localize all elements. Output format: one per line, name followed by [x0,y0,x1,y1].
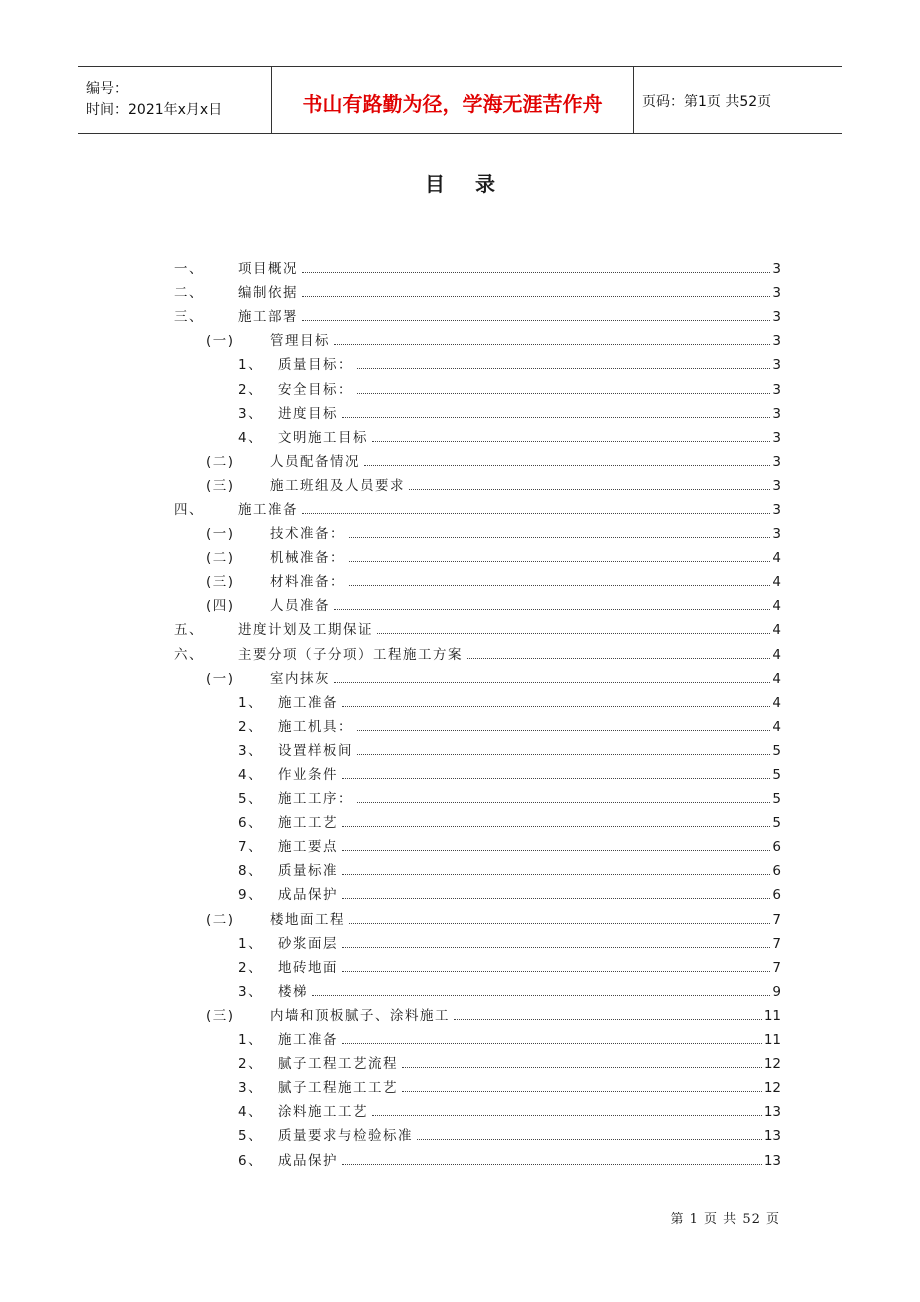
toc-dot-leader [342,417,770,418]
toc-entry-page: 6 [772,863,781,880]
toc-entry[interactable] [0,472,920,496]
toc-entry-page: 3 [772,309,781,326]
toc-entry-number: 五、 [174,622,204,639]
toc-entry-page: 6 [772,887,781,904]
toc-entry-label: 施工准备 [278,1028,340,1048]
toc-dot-leader [349,561,770,562]
toc-entry[interactable] [0,568,920,592]
toc-dot-leader [334,609,770,610]
toc-entry[interactable] [0,1050,920,1074]
toc-entry-number: 3、 [238,405,264,422]
toc-entry[interactable] [0,1074,920,1098]
toc-entry[interactable] [0,592,920,616]
toc-entry[interactable] [0,520,920,544]
page-label: 页码：第1页 共52页 [642,94,772,110]
page-footer: 第 1 页 共 52 页 [670,1212,780,1227]
header-page-info [634,67,842,133]
toc-entry-body [278,980,781,1000]
toc-entry-number: (二) [206,550,235,567]
toc-dot-leader [302,272,770,273]
toc-entry-number: 二、 [174,285,204,302]
motto-text: 书山有路勤为径，学海无涯苦作舟 [302,91,603,116]
toc-entry-number: 9、 [238,887,264,904]
toc-entry-page: 3 [772,285,781,302]
toc-entry-number: (一) [206,333,235,350]
toc-entry-label: 施工准备 [238,498,300,518]
toc-entry[interactable] [0,689,920,713]
toc-entry-label: 施工机具： [278,715,355,735]
page-title: 目录 [425,172,525,196]
toc-entry-body [270,522,781,542]
toc-entry-body [278,739,781,759]
toc-dot-leader [357,730,770,731]
toc-entry-body [278,883,781,903]
toc-entry-label: 腻子工程施工工艺 [278,1076,400,1096]
toc-entry-page: 4 [772,718,781,735]
toc-entry-page: 5 [772,742,781,759]
toc-entry-number: 3、 [238,1080,264,1097]
toc-dot-leader [417,1139,762,1140]
toc-entry-number: (一) [206,526,235,543]
toc-entry-body [238,618,781,638]
toc-entry-number: 1、 [238,357,264,374]
toc-entry-body [278,763,781,783]
toc-entry-body [278,859,781,879]
toc-entry-body [238,281,781,301]
toc-entry-label: 质量标准 [278,859,340,879]
toc-entry-label: 管理目标 [270,329,332,349]
toc-entry[interactable] [0,544,920,568]
toc-entry-body [278,1076,781,1096]
toc-dot-leader [342,874,770,875]
toc-entry-label: 人员准备 [270,594,332,614]
toc-entry-label: 进度计划及工期保证 [238,618,375,638]
toc-entry-number: 4、 [238,767,264,784]
toc-entry-body [278,402,781,422]
toc-entry-page: 13 [763,1152,781,1169]
toc-entry-number: 2、 [238,381,264,398]
toc-entry[interactable] [0,1146,920,1170]
toc-entry-number: 1、 [238,1032,264,1049]
toc-entry-page: 11 [763,1007,781,1024]
toc-entry-number: 2、 [238,1056,264,1073]
toc-dot-leader [342,706,770,707]
page-header [78,66,842,134]
toc-entry-label: 施工部署 [238,305,300,325]
toc-entry[interactable] [0,833,920,857]
toc-entry-label: 成品保护 [278,1149,340,1169]
toc-entry-number: 1、 [238,935,264,952]
toc-dot-leader [302,320,770,321]
toc-dot-leader [467,658,770,659]
toc-entry-number: 5、 [238,1128,264,1145]
toc-dot-leader [402,1067,762,1068]
toc-entry-body [238,643,781,663]
toc-entry[interactable] [0,1002,920,1026]
toc-entry-body [278,691,781,711]
header-motto [272,67,634,133]
toc-entry-body [278,715,781,735]
toc-dot-leader [342,947,770,948]
toc-entry-label: 室内抹灰 [270,667,332,687]
toc-entry-body [278,378,781,398]
toc-entry-number: 六、 [174,646,204,663]
toc-entry[interactable] [0,303,920,327]
toc-entry-label: 主要分项（子分项）工程施工方案 [238,643,465,663]
toc-dot-leader [349,585,770,586]
toc-entry-number: 3、 [238,983,264,1000]
toc-dot-leader [342,898,770,899]
toc-entry-page: 3 [772,477,781,494]
toc-entry-number: (一) [206,670,235,687]
toc-entry-label: 安全目标： [278,378,355,398]
toc-entry[interactable] [0,1098,920,1122]
toc-entry[interactable] [0,665,920,689]
toc-entry-page: 3 [772,501,781,518]
toc-dot-leader [357,393,770,394]
toc-entry-body [278,1124,781,1144]
toc-entry-body [278,1052,781,1072]
toc-entry-page: 4 [772,550,781,567]
toc-dot-leader [454,1019,762,1020]
toc-entry[interactable] [0,785,920,809]
toc-entry-page: 4 [772,670,781,687]
toc-dot-leader [334,682,770,683]
toc-entry-page: 12 [763,1080,781,1097]
toc-entry-body [278,1028,781,1048]
toc-entry-body [238,305,781,325]
toc-entry-label: 作业条件 [278,763,340,783]
toc-dot-leader [342,971,770,972]
toc-entry-number: 2、 [238,718,264,735]
toc-dot-leader [302,513,770,514]
table-of-contents [0,255,920,1171]
time-label: 时间：2021年x月x日 [86,102,223,118]
toc-entry[interactable] [0,906,920,930]
toc-entry-number: 2、 [238,959,264,976]
toc-entry[interactable] [0,351,920,375]
toc-dot-leader [372,1115,762,1116]
toc-entry-label: 砂浆面层 [278,932,340,952]
toc-entry-label: 内墙和顶板腻子、涂料施工 [270,1004,452,1024]
toc-entry-number: 三、 [174,309,204,326]
toc-entry-label: 文明施工目标 [278,426,370,446]
toc-entry-label: 质量要求与检验标准 [278,1124,415,1144]
toc-entry-body [278,811,781,831]
toc-entry[interactable] [0,641,920,665]
toc-entry-label: 涂料施工工艺 [278,1100,370,1120]
toc-dot-leader [342,1164,762,1165]
toc-entry-label: 施工要点 [278,835,340,855]
toc-entry-body [278,1100,781,1120]
toc-dot-leader [312,995,770,996]
toc-entry-page: 7 [772,911,781,928]
toc-entry[interactable] [0,496,920,520]
toc-entry-number: (三) [206,477,235,494]
toc-entry-number: 6、 [238,815,264,832]
toc-entry-page: 13 [763,1128,781,1145]
toc-entry[interactable] [0,809,920,833]
toc-entry-body [270,594,781,614]
toc-entry[interactable] [0,279,920,303]
toc-dot-leader [349,923,770,924]
toc-entry-page: 4 [772,574,781,591]
toc-entry-body [270,570,781,590]
toc-entry-page: 3 [772,453,781,470]
toc-dot-leader [357,802,770,803]
toc-dot-leader [342,778,770,779]
toc-dot-leader [357,368,770,369]
toc-entry-number: 1、 [238,694,264,711]
toc-entry-label: 施工工序： [278,787,355,807]
toc-dot-leader [364,465,770,466]
toc-entry-page: 3 [772,357,781,374]
toc-entry-page: 6 [772,839,781,856]
toc-entry-page: 3 [772,333,781,350]
toc-entry-number: (四) [206,598,235,615]
toc-dot-leader [409,489,770,490]
toc-entry[interactable] [0,930,920,954]
toc-entry-page: 7 [772,959,781,976]
toc-entry-number: (二) [206,911,235,928]
toc-dot-leader [357,754,770,755]
toc-entry-label: 技术准备： [270,522,347,542]
toc-entry-label: 成品保护 [278,883,340,903]
toc-entry[interactable] [0,327,920,351]
toc-entry-body [278,835,781,855]
toc-entry-page: 4 [772,646,781,663]
toc-dot-leader [342,850,770,851]
toc-entry-label: 材料准备： [270,570,347,590]
toc-entry-page: 3 [772,261,781,278]
toc-entry-number: 四、 [174,501,204,518]
toc-entry-label: 楼梯 [278,980,310,1000]
toc-entry-label: 编制依据 [238,281,300,301]
toc-entry-page: 11 [763,1032,781,1049]
toc-entry-body [278,956,781,976]
toc-entry-body [270,329,781,349]
code-label: 编号： [86,81,128,97]
toc-entry-label: 进度目标 [278,402,340,422]
toc-dot-leader [349,537,770,538]
toc-entry-body [270,667,781,687]
toc-entry-body [270,450,781,470]
toc-entry-page: 12 [763,1056,781,1073]
toc-entry[interactable] [0,1026,920,1050]
toc-entry-body [270,1004,781,1024]
toc-entry-body [278,353,781,373]
toc-entry-page: 5 [772,767,781,784]
toc-entry-label: 楼地面工程 [270,908,347,928]
toc-entry-page: 4 [772,598,781,615]
toc-entry[interactable] [0,978,920,1002]
toc-entry-number: 7、 [238,839,264,856]
header-meta [78,67,272,133]
toc-entry-page: 4 [772,694,781,711]
toc-entry[interactable] [0,424,920,448]
toc-entry-label: 人员配备情况 [270,450,362,470]
toc-entry-number: (三) [206,1007,235,1024]
toc-entry-body [270,474,781,494]
toc-entry-label: 施工准备 [278,691,340,711]
toc-entry-page: 5 [772,815,781,832]
toc-entry-body [278,787,781,807]
toc-entry-page: 3 [772,429,781,446]
toc-dot-leader [377,633,770,634]
toc-entry-page: 7 [772,935,781,952]
toc-entry[interactable] [0,713,920,737]
toc-dot-leader [302,296,770,297]
toc-entry[interactable] [0,448,920,472]
toc-entry[interactable] [0,857,920,881]
toc-entry-body [278,426,781,446]
toc-dot-leader [402,1091,762,1092]
toc-entry-body [238,257,781,277]
toc-entry[interactable] [0,954,920,978]
toc-entry-number: 5、 [238,791,264,808]
toc-entry-label: 项目概况 [238,257,300,277]
toc-entry-label: 腻子工程工艺流程 [278,1052,400,1072]
toc-entry-number: 8、 [238,863,264,880]
toc-entry-body [270,908,781,928]
toc-entry-page: 3 [772,526,781,543]
toc-entry-number: 3、 [238,742,264,759]
toc-entry-number: 一、 [174,261,204,278]
toc-entry-label: 施工班组及人员要求 [270,474,407,494]
toc-entry-label: 质量目标： [278,353,355,373]
toc-entry-page: 3 [772,405,781,422]
toc-entry[interactable] [0,400,920,424]
toc-dot-leader [334,344,770,345]
toc-entry-label: 设置样板间 [278,739,355,759]
toc-entry[interactable] [0,881,920,905]
toc-entry-page: 3 [772,381,781,398]
toc-entry-page: 5 [772,791,781,808]
toc-entry[interactable] [0,737,920,761]
toc-entry[interactable] [0,255,920,279]
toc-entry-body [270,546,781,566]
toc-entry-number: 6、 [238,1152,264,1169]
toc-entry-label: 地砖地面 [278,956,340,976]
toc-entry-body [278,1149,781,1169]
toc-entry-page: 13 [763,1104,781,1121]
toc-entry-body [278,932,781,952]
toc-dot-leader [342,1043,762,1044]
toc-entry[interactable] [0,1122,920,1146]
toc-entry[interactable] [0,616,920,640]
toc-entry[interactable] [0,761,920,785]
toc-dot-leader [372,441,770,442]
toc-dot-leader [342,826,770,827]
toc-entry-number: 4、 [238,429,264,446]
toc-entry-label: 机械准备： [270,546,347,566]
toc-entry-number: 4、 [238,1104,264,1121]
toc-entry-label: 施工工艺 [278,811,340,831]
toc-entry-page: 9 [772,983,781,1000]
toc-entry-body [238,498,781,518]
toc-entry-page: 4 [772,622,781,639]
toc-entry[interactable] [0,375,920,399]
toc-entry-number: (三) [206,574,235,591]
toc-entry-number: (二) [206,453,235,470]
